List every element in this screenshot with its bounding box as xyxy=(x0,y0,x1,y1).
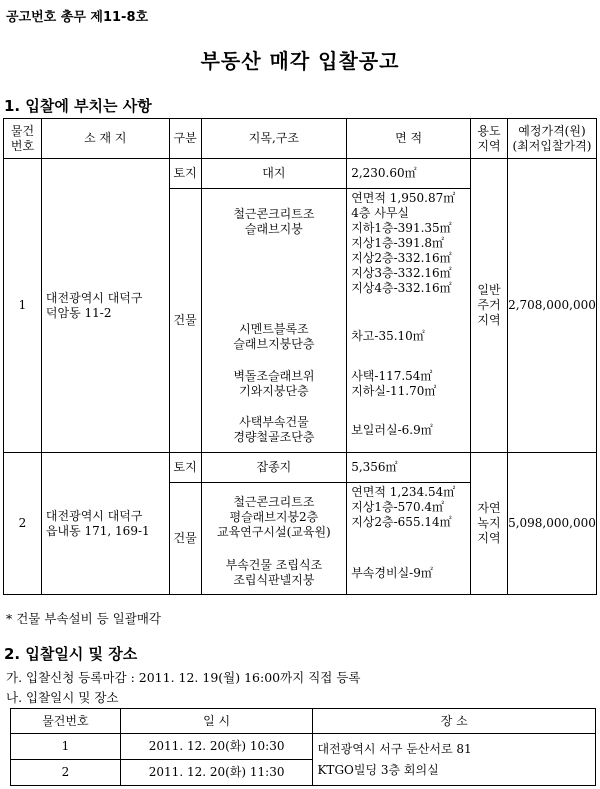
item1-structure-3: 벽돌조슬래브위 기와지붕단층 xyxy=(201,359,347,409)
item1-area-3: 사택-117.54㎡ 지하실-11.70㎡ xyxy=(347,359,471,409)
item1-land-row xyxy=(4,159,597,189)
item1-structure-4: 사택부속건물 경량철골조단층 xyxy=(201,409,347,453)
item1-price: 2,708,000,000 xyxy=(507,159,596,453)
schedule-row-2-datetime: 2011. 12. 20(화) 11:30 xyxy=(120,760,313,786)
item1-land-area: 2,230.60㎡ xyxy=(347,159,471,189)
item2-land-label: 토지 xyxy=(169,453,201,483)
table-header-row xyxy=(4,119,597,159)
section1-heading: 1. 입찰에 부치는 사항 xyxy=(4,97,152,115)
item1-location: 대전광역시 대덕구 덕암동 11-2 xyxy=(41,159,169,453)
item1-area-2: 차고-35.10㎡ xyxy=(347,315,471,359)
header-item-no: 물건 번호 xyxy=(4,119,42,159)
item2-land-type: 잡종지 xyxy=(201,453,347,483)
schedule-header-datetime: 일 시 xyxy=(120,709,313,734)
announcement-number: 공고번호 총무 제11-8호 xyxy=(6,10,149,25)
header-category: 구분 xyxy=(169,119,201,159)
item1-number: 1 xyxy=(4,159,42,453)
item1-building-label: 건물 xyxy=(169,189,201,453)
item2-location: 대전광역시 대덕구 읍내동 171, 169-1 xyxy=(41,453,169,595)
item2-structure-2: 부속건물 조립식조 조립식판넬지붕 xyxy=(201,553,347,595)
sale-note: * 건물 부속설비 등 일괄매각 xyxy=(6,611,161,626)
schedule-header-place: 장 소 xyxy=(313,709,596,734)
item1-structure-1: 철근콘크리트조 슬래브지붕 xyxy=(201,189,347,315)
item1-structure-2: 시멘트블록조 슬래브지붕단층 xyxy=(201,315,347,359)
schedule-header-no: 물건번호 xyxy=(11,709,121,734)
header-price: 예정가격(원) (최저입찰가격) xyxy=(507,119,596,159)
item2-price: 5,098,000,000 xyxy=(507,453,596,595)
schedule-header-row xyxy=(11,709,596,734)
item2-area-2: 부속경비실-9㎡ xyxy=(347,553,471,595)
item1-land-type: 대지 xyxy=(201,159,347,189)
registration-deadline: 가. 입찰신청 등록마감 : 2011. 12. 19(월) 16:00까지 직접 등록 xyxy=(6,670,361,685)
item2-area-1: 연면적 1,234.54㎡ 지상1층-570.4㎡ 지상2층-655.14㎡ xyxy=(347,483,471,553)
item2-land-row xyxy=(4,453,597,483)
schedule-row-2-no: 2 xyxy=(11,760,121,786)
item1-zone: 일반 주거 지역 xyxy=(471,159,508,453)
auction-items-table xyxy=(3,118,597,595)
auction-datetime-place-label: 나. 입찰일시 및 장소 xyxy=(6,690,119,705)
item1-area-4: 보일러실-6.9㎡ xyxy=(347,409,471,453)
schedule-row xyxy=(11,734,596,760)
header-structure: 지목,구조 xyxy=(201,119,347,159)
page-title: 부동산 매각 입찰공고 xyxy=(200,49,400,73)
schedule-place: 대전광역시 서구 둔산서로 81 KTGO빌딩 3층 회의실 xyxy=(313,734,596,786)
item2-zone: 자연 녹지 지역 xyxy=(471,453,508,595)
item2-number: 2 xyxy=(4,453,42,595)
auction-schedule-table xyxy=(10,708,596,786)
schedule-row-1-no: 1 xyxy=(11,734,121,760)
header-zone: 용도 지역 xyxy=(471,119,508,159)
header-area: 면 적 xyxy=(347,119,471,159)
header-location: 소 재 지 xyxy=(41,119,169,159)
item1-land-label: 토지 xyxy=(169,159,201,189)
schedule-row-1-datetime: 2011. 12. 20(화) 10:30 xyxy=(120,734,313,760)
item2-land-area: 5,356㎡ xyxy=(347,453,471,483)
section2-heading: 2. 입찰일시 및 장소 xyxy=(4,645,138,663)
item1-area-1: 연면적 1,950.87㎡ 4층 사무실 지하1층-391.35㎡ 지상1층-391.8㎡ 지상2층-332.16㎡ 지상3층-332.16㎡ 지상4층-332.16㎡ xyxy=(347,189,471,315)
item2-structure-1: 철근콘크리트조 평슬래브지붕2층 교육연구시설(교육원) xyxy=(201,483,347,553)
item2-building-label: 건물 xyxy=(169,483,201,595)
